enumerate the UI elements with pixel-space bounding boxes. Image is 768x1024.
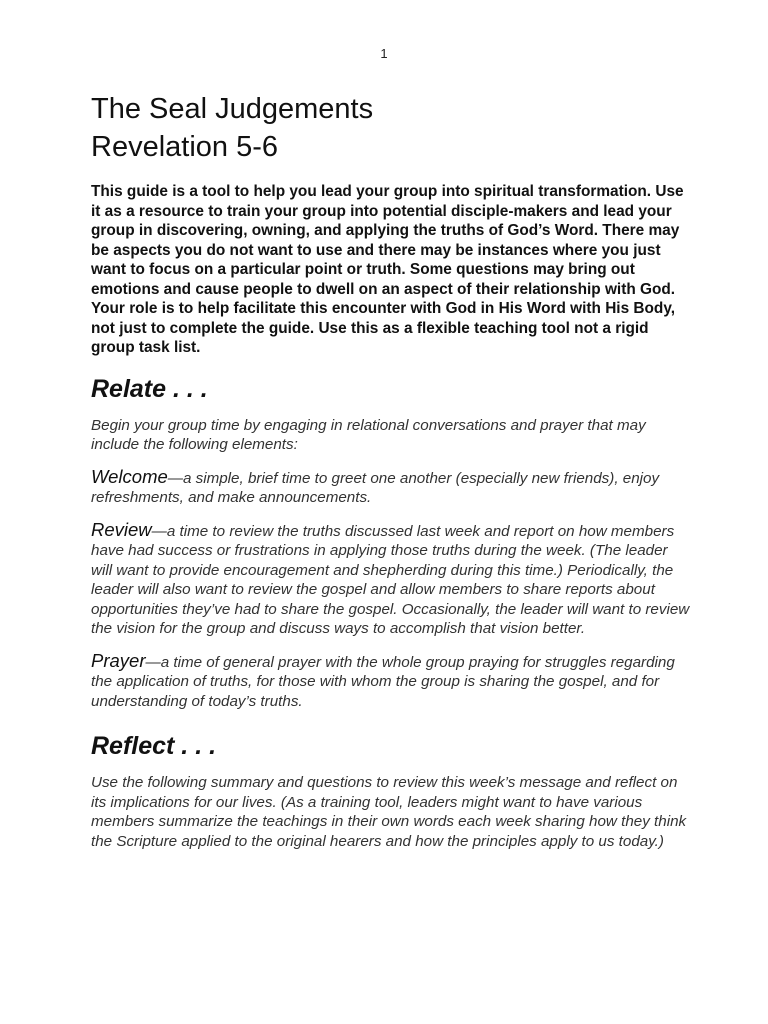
review-text: —a time to review the truths discussed last week and report on how members have had success or frustrations in applying those truths during the week. (The leader will want to provide encouragement and shepherding during this time.) Periodically, the leader will also want to review the gospel and allow members to share reports about opportunities they’ve had to share the gospel. Occasionally, the leader will want to review the vision for the group and discuss ways to accomplish that vision better. (91, 522, 690, 637)
reflect-intro: Use the following summary and questions to review this week’s message and reflect on its implications for our lives. (As a training tool, leaders might want to have various members summarize the teachings in their own words each week sharing how they think the Scripture applied to the original hearers and how the principles apply to us today.) (91, 774, 687, 850)
reflect-heading: Reflect . . . (91, 732, 217, 760)
relate-heading: Relate . . . (91, 374, 208, 403)
welcome-text: —a simple, brief time to greet one another (especially new friends), enjoy refreshments, and make announcements. (91, 469, 660, 506)
prayer-term: Prayer (91, 649, 146, 671)
intro-paragraph: This guide is a tool to help you lead your group into spiritual transformation. Use it as a resource to train your group into potential disciple-makers and lead your group in discovering, owning, and applying the truths of God’s Word. There may be aspects you do not want to use and there may be instances where you just want to focus on a particular point or truth. Some questions may bring out emotions and cause people to dwell on an aspect of their relationship with God. Your role is to help facilitate this encounter with God in His Word with His Body, not just to complete the guide. Use this as a flexible teaching tool not a rigid group task list. (91, 183, 684, 356)
page-title (91, 90, 691, 166)
title-line-1: The Seal Judgements (91, 93, 374, 125)
review-term: Review (91, 518, 152, 540)
document-body (91, 90, 691, 851)
relate-intro: Begin your group time by engaging in relational conversations and prayer that may include the following elements: (91, 416, 646, 453)
relate-item-welcome (91, 467, 691, 508)
welcome-term: Welcome (91, 465, 168, 487)
title-line-2: Revelation 5-6 (91, 131, 278, 163)
relate-item-prayer (91, 651, 691, 712)
page-number: 1 (380, 46, 388, 61)
relate-item-review (91, 520, 691, 639)
prayer-text: —a time of general prayer with the whole group praying for struggles regarding the application of truths, for those with whom the group is sharing the gospel, and for understanding of today’s truths. (91, 653, 675, 710)
